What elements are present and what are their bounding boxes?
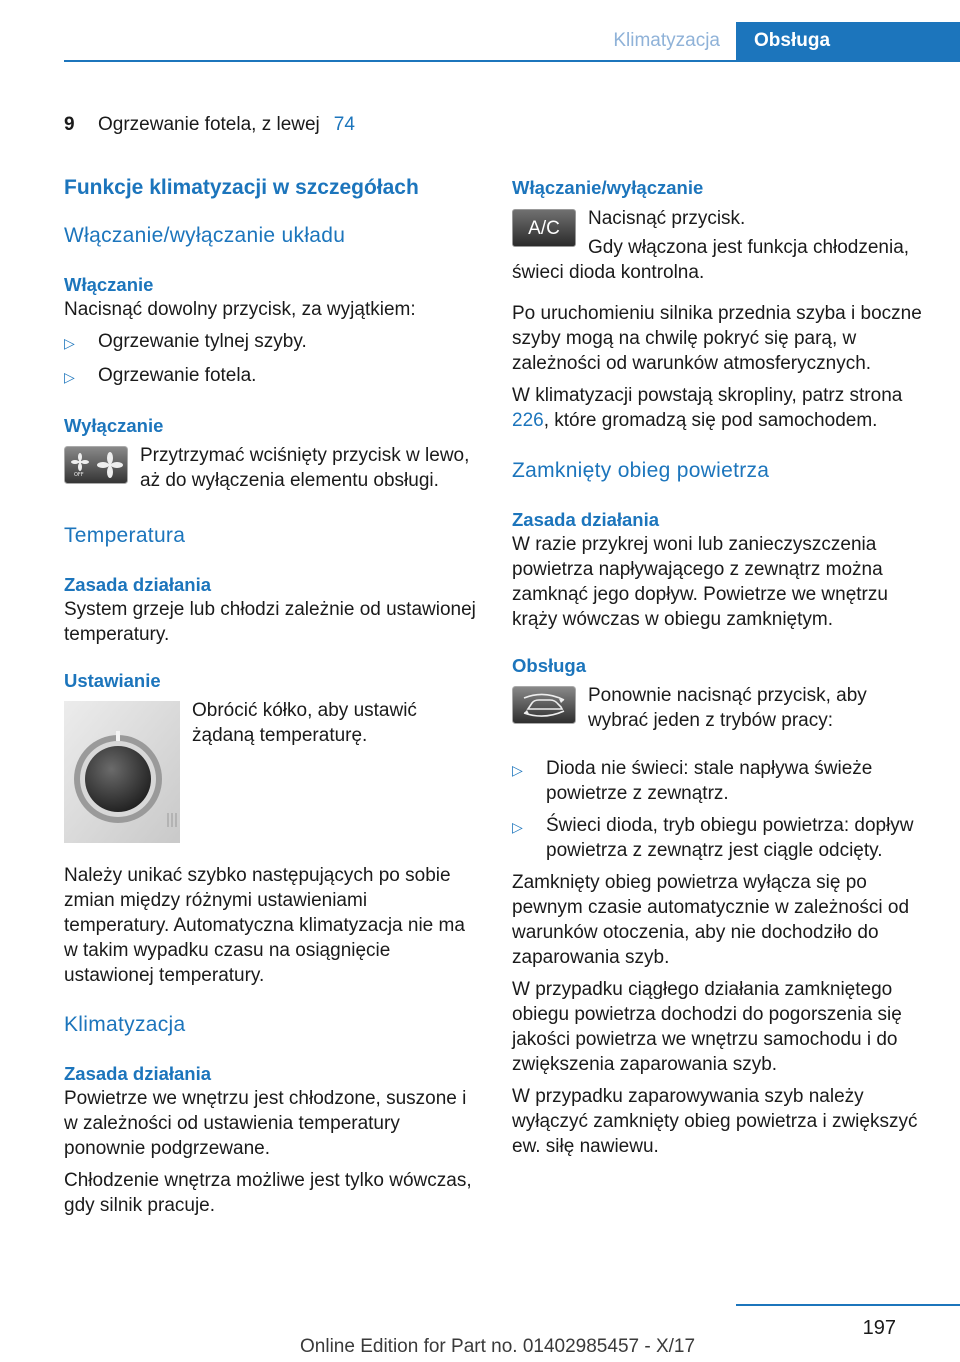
condensate-text-b: , które gromadzą się pod samochodem. bbox=[543, 410, 878, 431]
recirculation-button-icon bbox=[512, 686, 576, 724]
ac-button-icon bbox=[512, 209, 576, 247]
left-column bbox=[64, 112, 476, 1218]
ac-button-image bbox=[512, 209, 576, 247]
list-item-text: Dioda nie świeci: stale napływa świeże powietrze z zewnątrz. bbox=[546, 758, 873, 804]
list-item-text: Ogrzewanie fotela. bbox=[98, 365, 257, 386]
triangle-bullet-icon: ▷ bbox=[512, 819, 523, 835]
operation-block bbox=[512, 683, 926, 733]
recirculation-button-image bbox=[512, 686, 576, 731]
off-text: Przytrzymać wciśnięty przycisk w lewo, aż do wyłączenia elementu obsługi. bbox=[140, 445, 470, 491]
on-text: Nacisnąć dowolny przycisk, za wyjątkiem: bbox=[64, 299, 416, 320]
heading-recirculation: Zamknięty obieg powietrza bbox=[512, 459, 770, 482]
footer-rule bbox=[736, 1304, 960, 1306]
item-text: Ogrzewanie fotela, z lewej bbox=[98, 114, 320, 135]
temperature-knob-image bbox=[64, 701, 180, 850]
long-use-text: W przypadku ciągłego działania zamkniętego obiegu powietrza dochodzi do pogorszenia się jakości powietrza we wnętrzu samochodu i do zwiększenia zaparowania szyb. bbox=[512, 979, 902, 1075]
ac-text-1: Nacisnąć przycisk. bbox=[588, 208, 746, 229]
fog-text: Po uruchomieniu silnika przednia szyba i boczne szyby mogą na chwilę pokryć się parą, w zależności od warunków atmosferycznych. bbox=[512, 303, 922, 374]
fan-off-button-icon bbox=[64, 446, 128, 484]
heading-principle: Zasada działania bbox=[512, 509, 660, 530]
page-number: 197 bbox=[862, 1317, 896, 1339]
list-item-9 bbox=[64, 112, 476, 137]
heading-ac-principle: Zasada działania bbox=[64, 1063, 212, 1084]
heading-onoff-system: Włączanie/wyłączanie układu bbox=[64, 224, 346, 247]
page-link-226[interactable]: 226 bbox=[512, 410, 544, 431]
off-button-image bbox=[64, 446, 128, 491]
right-column bbox=[512, 176, 926, 1159]
list-item bbox=[64, 363, 476, 390]
ac-text-1: Powietrze we wnętrzu jest chłodzone, suszone i w zależności od ustawienia temperatury ponownie podgrzewane. bbox=[64, 1088, 467, 1159]
header-section-title: Klimatyzacja bbox=[613, 30, 720, 51]
ac-text-2: Chłodzenie wnętrza możliwe jest tylko wówczas, gdy silnik pracuje. bbox=[64, 1170, 472, 1216]
condensate-text bbox=[512, 383, 926, 433]
ac-text-2: Gdy włączona jest funkcja chłodzenia, świeci dioda kontrolna. bbox=[512, 237, 910, 283]
heading-on: Włączanie bbox=[64, 274, 154, 295]
list-item-text: Ogrzewanie tylnej szyby. bbox=[98, 331, 307, 352]
svg-text:OFF: OFF bbox=[74, 472, 84, 478]
page-header bbox=[64, 22, 960, 62]
triangle-bullet-icon: ▷ bbox=[64, 369, 75, 385]
triangle-bullet-icon: ▷ bbox=[512, 762, 523, 778]
off-block bbox=[64, 443, 476, 493]
list-item-text: Świeci dioda, tryb obiegu powietrza: dopływ powietrza z zewnątrz jest ciągle odcięty. bbox=[546, 815, 914, 861]
heading-details: Funkcje klimatyzacji w szczegółach bbox=[64, 176, 419, 199]
temp-principle-text: System grzeje lub chłodzi zależnie od ustawionej temperatury. bbox=[64, 599, 476, 645]
page-link-74[interactable]: 74 bbox=[333, 114, 355, 135]
header-tab: Obsługa bbox=[736, 22, 960, 62]
heading-ac: Klimatyzacja bbox=[64, 1013, 186, 1036]
setting-text: Obrócić kółko, aby ustawić żądaną temperaturę. bbox=[192, 700, 417, 746]
fogging-text: W przypadku zaparowywania szyb należy wyłączyć zamknięty obieg powietrza i zwiększyć ew. siłę nawiewu. bbox=[512, 1086, 918, 1157]
list-item bbox=[64, 329, 476, 356]
list-item bbox=[512, 756, 926, 806]
temperature-knob-icon bbox=[64, 701, 180, 843]
heading-off: Wyłączanie bbox=[64, 415, 164, 436]
ac-button-label: A/C bbox=[528, 217, 560, 239]
item-number: 9 bbox=[64, 114, 75, 135]
edition-text: Online Edition for Part no. 01402985457 - X/17 bbox=[300, 1336, 696, 1357]
heading-temp-principle: Zasada działania bbox=[64, 574, 212, 595]
principle-text: W razie przykrej woni lub zanieczyszczenia powietrza napływającego z zewnątrz można zamknąć jego dopływ. Powietrze we wnętrzu krąży wówczas w obiegu zamkniętym. bbox=[512, 534, 888, 630]
triangle-bullet-icon: ▷ bbox=[64, 335, 75, 351]
avoid-text: Należy unikać szybko następujących po sobie zmian między różnymi ustawieniami temperatury. Automatyczna klimatyzacja nie ma w takim wypadku czasu na osiągnięcie ustawionej temperatury. bbox=[64, 865, 465, 986]
list-item bbox=[512, 813, 926, 863]
setting-block bbox=[64, 698, 476, 850]
auto-off-text: Zamknięty obieg powietrza wyłącza się po pewnym czasie automatycznie w zależności od warunków otoczenia, aby nie dochodziło do zaparowania szyb. bbox=[512, 872, 910, 968]
heading-operation: Obsługa bbox=[512, 655, 587, 676]
ac-block bbox=[512, 206, 926, 285]
heading-setting: Ustawianie bbox=[64, 670, 161, 691]
operation-text: Ponownie nacisnąć przycisk, aby wybrać jeden z trybów pracy: bbox=[588, 685, 867, 731]
heading-temperature: Temperatura bbox=[64, 524, 186, 547]
condensate-text-a: W klimatyzacji powstają skropliny, patrz strona bbox=[512, 385, 903, 406]
heading-onoff: Włączanie/wyłączanie bbox=[512, 177, 704, 198]
